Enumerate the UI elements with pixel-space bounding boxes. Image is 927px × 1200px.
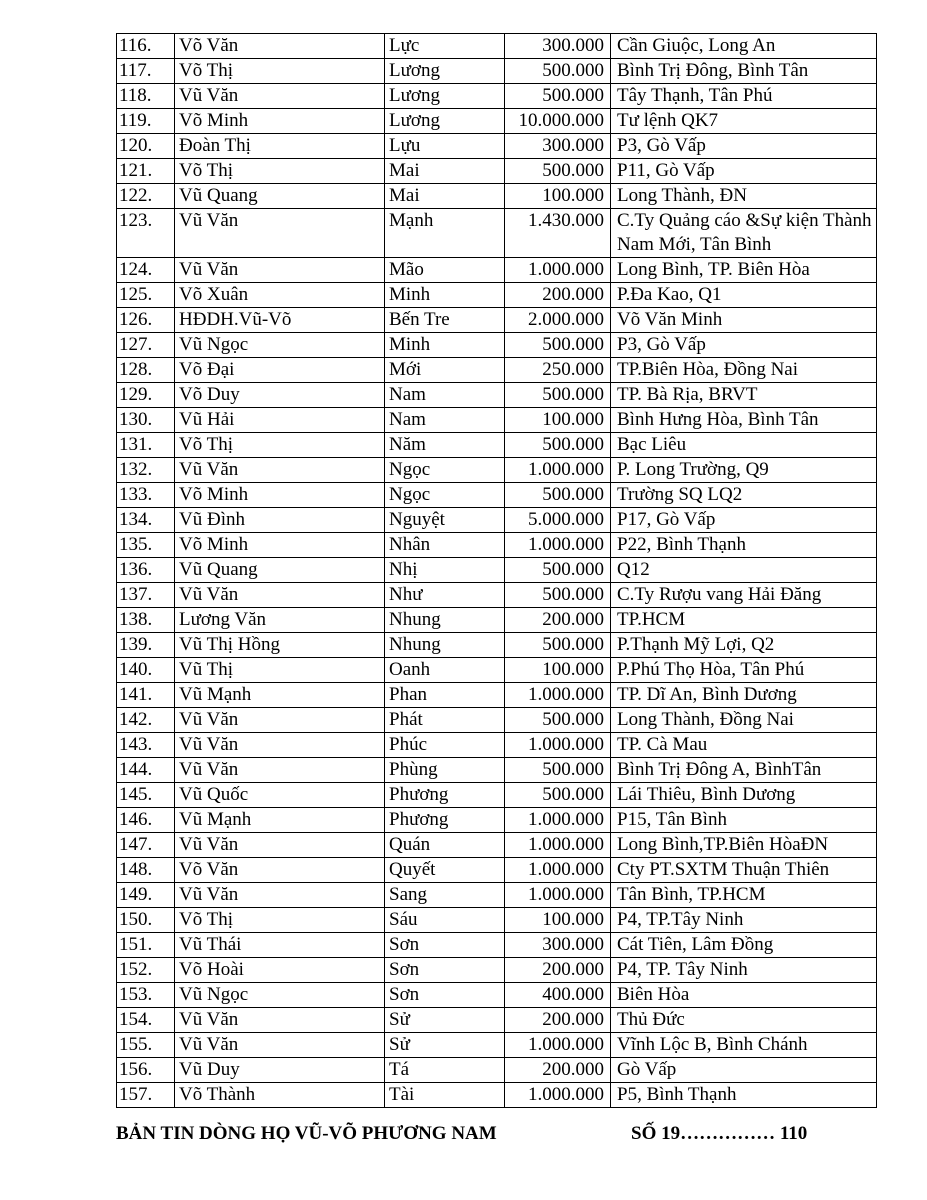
table-row bbox=[117, 283, 877, 308]
table-row bbox=[117, 134, 877, 159]
donation-amount: 250.000 bbox=[505, 358, 611, 383]
donation-amount: 500.000 bbox=[505, 433, 611, 458]
table-row bbox=[117, 1083, 877, 1108]
donation-amount: 300.000 bbox=[505, 34, 611, 59]
address: Long Bình,TP.Biên HòaĐN bbox=[611, 833, 877, 858]
donation-amount: 200.000 bbox=[505, 608, 611, 633]
surname-middle-name: Lương Văn bbox=[175, 608, 385, 633]
given-name: Nam bbox=[385, 408, 505, 433]
donation-amount: 5.000.000 bbox=[505, 508, 611, 533]
surname-middle-name: Võ Hoài bbox=[175, 958, 385, 983]
surname-middle-name: Vũ Ngọc bbox=[175, 333, 385, 358]
row-number: 130. bbox=[117, 408, 175, 433]
given-name: Lực bbox=[385, 34, 505, 59]
given-name: Ngọc bbox=[385, 458, 505, 483]
table-row bbox=[117, 758, 877, 783]
address: Cát Tiên, Lâm Đồng bbox=[611, 933, 877, 958]
table-row bbox=[117, 858, 877, 883]
donation-amount: 1.000.000 bbox=[505, 1083, 611, 1108]
surname-middle-name: Vũ Đình bbox=[175, 508, 385, 533]
surname-middle-name: Vũ Văn bbox=[175, 84, 385, 109]
page-footer bbox=[116, 1123, 876, 1149]
given-name: Phúc bbox=[385, 733, 505, 758]
given-name: Lương bbox=[385, 59, 505, 84]
row-number: 136. bbox=[117, 558, 175, 583]
table-row bbox=[117, 258, 877, 283]
address: Tư lệnh QK7 bbox=[611, 109, 877, 134]
table-row bbox=[117, 733, 877, 758]
donation-amount: 1.000.000 bbox=[505, 858, 611, 883]
row-number: 144. bbox=[117, 758, 175, 783]
address: Bình Trị Đông A, BìnhTân bbox=[611, 758, 877, 783]
table-row bbox=[117, 783, 877, 808]
address: P4, TP.Tây Ninh bbox=[611, 908, 877, 933]
donation-amount: 100.000 bbox=[505, 408, 611, 433]
surname-middle-name: Vũ Văn bbox=[175, 458, 385, 483]
given-name: Sơn bbox=[385, 983, 505, 1008]
row-number: 122. bbox=[117, 184, 175, 209]
given-name: Nhị bbox=[385, 558, 505, 583]
surname-middle-name: Vũ Văn bbox=[175, 1033, 385, 1058]
surname-middle-name: Võ Minh bbox=[175, 109, 385, 134]
donation-amount: 1.000.000 bbox=[505, 883, 611, 908]
donation-amount: 500.000 bbox=[505, 483, 611, 508]
row-number: 140. bbox=[117, 658, 175, 683]
address: Biên Hòa bbox=[611, 983, 877, 1008]
table-row bbox=[117, 383, 877, 408]
address: Long Thành, Đồng Nai bbox=[611, 708, 877, 733]
table-row bbox=[117, 109, 877, 134]
address: Gò Vấp bbox=[611, 1058, 877, 1083]
row-number: 156. bbox=[117, 1058, 175, 1083]
address: Võ Văn Minh bbox=[611, 308, 877, 333]
surname-middle-name: Vũ Văn bbox=[175, 708, 385, 733]
donation-amount: 100.000 bbox=[505, 908, 611, 933]
given-name: Tài bbox=[385, 1083, 505, 1108]
given-name: Sáu bbox=[385, 908, 505, 933]
surname-middle-name: Vũ Văn bbox=[175, 758, 385, 783]
row-number: 145. bbox=[117, 783, 175, 808]
row-number: 119. bbox=[117, 109, 175, 134]
address: P3, Gò Vấp bbox=[611, 134, 877, 159]
surname-middle-name: Vũ Mạnh bbox=[175, 683, 385, 708]
row-number: 153. bbox=[117, 983, 175, 1008]
donation-amount: 500.000 bbox=[505, 583, 611, 608]
donation-amount: 1.430.000 bbox=[505, 209, 611, 258]
table-row bbox=[117, 209, 877, 258]
row-number: 124. bbox=[117, 258, 175, 283]
table-row bbox=[117, 533, 877, 558]
donation-amount: 400.000 bbox=[505, 983, 611, 1008]
surname-middle-name: Vũ Thị bbox=[175, 658, 385, 683]
row-number: 117. bbox=[117, 59, 175, 84]
donation-amount: 1.000.000 bbox=[505, 458, 611, 483]
row-number: 126. bbox=[117, 308, 175, 333]
row-number: 142. bbox=[117, 708, 175, 733]
surname-middle-name: Võ Đại bbox=[175, 358, 385, 383]
row-number: 151. bbox=[117, 933, 175, 958]
address: P22, Bình Thạnh bbox=[611, 533, 877, 558]
table-row bbox=[117, 808, 877, 833]
given-name: Mão bbox=[385, 258, 505, 283]
donation-amount: 300.000 bbox=[505, 933, 611, 958]
address: P. Long Trường, Q9 bbox=[611, 458, 877, 483]
surname-middle-name: Vũ Ngọc bbox=[175, 983, 385, 1008]
table-row bbox=[117, 983, 877, 1008]
given-name: Quyết bbox=[385, 858, 505, 883]
address: P.Phú Thọ Hòa, Tân Phú bbox=[611, 658, 877, 683]
table-row bbox=[117, 608, 877, 633]
row-number: 125. bbox=[117, 283, 175, 308]
row-number: 123. bbox=[117, 209, 175, 258]
table-row bbox=[117, 958, 877, 983]
row-number: 134. bbox=[117, 508, 175, 533]
row-number: 118. bbox=[117, 84, 175, 109]
given-name: Sơn bbox=[385, 958, 505, 983]
address: Cty PT.SXTM Thuận Thiên bbox=[611, 858, 877, 883]
table-row bbox=[117, 708, 877, 733]
surname-middle-name: Vũ Quang bbox=[175, 184, 385, 209]
address: Long Bình, TP. Biên Hòa bbox=[611, 258, 877, 283]
row-number: 149. bbox=[117, 883, 175, 908]
surname-middle-name: Võ Xuân bbox=[175, 283, 385, 308]
row-number: 121. bbox=[117, 159, 175, 184]
issue-page-number: SỐ 19…………… 110 bbox=[631, 1123, 808, 1144]
surname-middle-name: Vũ Văn bbox=[175, 258, 385, 283]
surname-middle-name: Vũ Mạnh bbox=[175, 808, 385, 833]
row-number: 129. bbox=[117, 383, 175, 408]
surname-middle-name: Vũ Văn bbox=[175, 883, 385, 908]
donation-amount: 500.000 bbox=[505, 558, 611, 583]
table-row bbox=[117, 658, 877, 683]
given-name: Tá bbox=[385, 1058, 505, 1083]
donation-amount: 500.000 bbox=[505, 758, 611, 783]
surname-middle-name: Vũ Thị Hồng bbox=[175, 633, 385, 658]
surname-middle-name: Vũ Quang bbox=[175, 558, 385, 583]
table-row bbox=[117, 933, 877, 958]
surname-middle-name: Võ Thành bbox=[175, 1083, 385, 1108]
given-name: Như bbox=[385, 583, 505, 608]
row-number: 155. bbox=[117, 1033, 175, 1058]
donation-amount: 500.000 bbox=[505, 84, 611, 109]
donation-amount: 1.000.000 bbox=[505, 808, 611, 833]
row-number: 150. bbox=[117, 908, 175, 933]
table-row bbox=[117, 159, 877, 184]
surname-middle-name: Võ Minh bbox=[175, 533, 385, 558]
row-number: 135. bbox=[117, 533, 175, 558]
given-name: Phương bbox=[385, 783, 505, 808]
surname-middle-name: Vũ Quốc bbox=[175, 783, 385, 808]
address: Thủ Đức bbox=[611, 1008, 877, 1033]
surname-middle-name: Võ Thị bbox=[175, 59, 385, 84]
donation-amount: 100.000 bbox=[505, 658, 611, 683]
given-name: Lựu bbox=[385, 134, 505, 159]
address: Trường SQ LQ2 bbox=[611, 483, 877, 508]
surname-middle-name: Vũ Hải bbox=[175, 408, 385, 433]
donation-amount: 500.000 bbox=[505, 708, 611, 733]
donation-amount: 1.000.000 bbox=[505, 733, 611, 758]
given-name: Lương bbox=[385, 84, 505, 109]
row-number: 132. bbox=[117, 458, 175, 483]
address: Bình Hưng Hòa, Bình Tân bbox=[611, 408, 877, 433]
address: P.Thạnh Mỹ Lợi, Q2 bbox=[611, 633, 877, 658]
row-number: 133. bbox=[117, 483, 175, 508]
table-row bbox=[117, 84, 877, 109]
table-row bbox=[117, 34, 877, 59]
given-name: Mới bbox=[385, 358, 505, 383]
address: Cần Giuộc, Long An bbox=[611, 34, 877, 59]
given-name: Mai bbox=[385, 184, 505, 209]
surname-middle-name: Võ Thị bbox=[175, 908, 385, 933]
address: Bạc Liêu bbox=[611, 433, 877, 458]
row-number: 120. bbox=[117, 134, 175, 159]
address: P11, Gò Vấp bbox=[611, 159, 877, 184]
table-row bbox=[117, 458, 877, 483]
address: Vĩnh Lộc B, Bình Chánh bbox=[611, 1033, 877, 1058]
surname-middle-name: Vũ Duy bbox=[175, 1058, 385, 1083]
given-name: Minh bbox=[385, 333, 505, 358]
given-name: Phan bbox=[385, 683, 505, 708]
given-name: Mạnh bbox=[385, 209, 505, 258]
table-row bbox=[117, 408, 877, 433]
table-row bbox=[117, 1033, 877, 1058]
given-name: Nam bbox=[385, 383, 505, 408]
surname-middle-name: Võ Văn bbox=[175, 858, 385, 883]
row-number: 137. bbox=[117, 583, 175, 608]
table-row bbox=[117, 558, 877, 583]
donation-amount: 500.000 bbox=[505, 633, 611, 658]
given-name: Sang bbox=[385, 883, 505, 908]
row-number: 154. bbox=[117, 1008, 175, 1033]
given-name: Mai bbox=[385, 159, 505, 184]
row-number: 116. bbox=[117, 34, 175, 59]
donor-table-body bbox=[117, 34, 877, 1108]
given-name: Oanh bbox=[385, 658, 505, 683]
row-number: 152. bbox=[117, 958, 175, 983]
given-name: Năm bbox=[385, 433, 505, 458]
table-row bbox=[117, 833, 877, 858]
table-row bbox=[117, 308, 877, 333]
table-row bbox=[117, 1008, 877, 1033]
surname-middle-name: Võ Duy bbox=[175, 383, 385, 408]
address: C.Ty Rượu vang Hải Đăng bbox=[611, 583, 877, 608]
donation-amount: 1.000.000 bbox=[505, 258, 611, 283]
address: P.Đa Kao, Q1 bbox=[611, 283, 877, 308]
address: TP.Biên Hòa, Đồng Nai bbox=[611, 358, 877, 383]
row-number: 141. bbox=[117, 683, 175, 708]
given-name: Nguyệt bbox=[385, 508, 505, 533]
row-number: 147. bbox=[117, 833, 175, 858]
address: P3, Gò Vấp bbox=[611, 333, 877, 358]
table-row bbox=[117, 1058, 877, 1083]
donation-amount: 500.000 bbox=[505, 383, 611, 408]
address: P5, Bình Thạnh bbox=[611, 1083, 877, 1108]
table-row bbox=[117, 59, 877, 84]
table-row bbox=[117, 184, 877, 209]
row-number: 139. bbox=[117, 633, 175, 658]
row-number: 138. bbox=[117, 608, 175, 633]
address: P4, TP. Tây Ninh bbox=[611, 958, 877, 983]
donation-amount: 1.000.000 bbox=[505, 533, 611, 558]
given-name: Phát bbox=[385, 708, 505, 733]
surname-middle-name: Vũ Văn bbox=[175, 583, 385, 608]
address: TP.HCM bbox=[611, 608, 877, 633]
donation-amount: 500.000 bbox=[505, 59, 611, 84]
donation-amount: 1.000.000 bbox=[505, 683, 611, 708]
table-row bbox=[117, 683, 877, 708]
given-name: Ngọc bbox=[385, 483, 505, 508]
donation-amount: 500.000 bbox=[505, 159, 611, 184]
row-number: 131. bbox=[117, 433, 175, 458]
address: P17, Gò Vấp bbox=[611, 508, 877, 533]
row-number: 157. bbox=[117, 1083, 175, 1108]
table-row bbox=[117, 333, 877, 358]
table-row bbox=[117, 508, 877, 533]
table-row bbox=[117, 908, 877, 933]
table-row bbox=[117, 358, 877, 383]
donation-amount: 200.000 bbox=[505, 283, 611, 308]
donation-amount: 100.000 bbox=[505, 184, 611, 209]
given-name: Nhung bbox=[385, 608, 505, 633]
table-row bbox=[117, 633, 877, 658]
address: Bình Trị Đông, Bình Tân bbox=[611, 59, 877, 84]
donation-amount: 1.000.000 bbox=[505, 1033, 611, 1058]
row-number: 148. bbox=[117, 858, 175, 883]
surname-middle-name: Vũ Văn bbox=[175, 833, 385, 858]
address: Q12 bbox=[611, 558, 877, 583]
donation-amount: 1.000.000 bbox=[505, 833, 611, 858]
address: TP. Bà Rịa, BRVT bbox=[611, 383, 877, 408]
given-name: Quán bbox=[385, 833, 505, 858]
table-row bbox=[117, 583, 877, 608]
surname-middle-name: Võ Thị bbox=[175, 159, 385, 184]
donation-amount: 2.000.000 bbox=[505, 308, 611, 333]
donation-amount: 500.000 bbox=[505, 333, 611, 358]
donation-amount: 500.000 bbox=[505, 783, 611, 808]
given-name: Sử bbox=[385, 1008, 505, 1033]
surname-middle-name: Vũ Văn bbox=[175, 1008, 385, 1033]
surname-middle-name: Vũ Văn bbox=[175, 733, 385, 758]
address: Tân Bình, TP.HCM bbox=[611, 883, 877, 908]
address: Lái Thiêu, Bình Dương bbox=[611, 783, 877, 808]
surname-middle-name: HĐDH.Vũ-Võ bbox=[175, 308, 385, 333]
given-name: Phương bbox=[385, 808, 505, 833]
surname-middle-name: Võ Thị bbox=[175, 433, 385, 458]
address: P15, Tân Bình bbox=[611, 808, 877, 833]
given-name: Sử bbox=[385, 1033, 505, 1058]
donation-amount: 200.000 bbox=[505, 1008, 611, 1033]
donation-amount: 300.000 bbox=[505, 134, 611, 159]
donation-amount: 200.000 bbox=[505, 958, 611, 983]
bulletin-title: BẢN TIN DÒNG HỌ VŨ-VÕ PHƯƠNG NAM bbox=[116, 1123, 497, 1144]
address: TP. Cà Mau bbox=[611, 733, 877, 758]
given-name: Nhung bbox=[385, 633, 505, 658]
given-name: Minh bbox=[385, 283, 505, 308]
donation-amount: 200.000 bbox=[505, 1058, 611, 1083]
address: TP. Dĩ An, Bình Dương bbox=[611, 683, 877, 708]
surname-middle-name: Võ Minh bbox=[175, 483, 385, 508]
given-name: Bến Tre bbox=[385, 308, 505, 333]
given-name: Nhân bbox=[385, 533, 505, 558]
surname-middle-name: Vũ Thái bbox=[175, 933, 385, 958]
address: Tây Thạnh, Tân Phú bbox=[611, 84, 877, 109]
donation-amount: 10.000.000 bbox=[505, 109, 611, 134]
table-row bbox=[117, 483, 877, 508]
surname-middle-name: Đoàn Thị bbox=[175, 134, 385, 159]
given-name: Lương bbox=[385, 109, 505, 134]
row-number: 127. bbox=[117, 333, 175, 358]
address: Long Thành, ĐN bbox=[611, 184, 877, 209]
table-row bbox=[117, 433, 877, 458]
address: C.Ty Quảng cáo &Sự kiện Thành Nam Mới, Tân Bình bbox=[611, 209, 877, 258]
donor-table bbox=[116, 33, 877, 1108]
surname-middle-name: Võ Văn bbox=[175, 34, 385, 59]
row-number: 146. bbox=[117, 808, 175, 833]
surname-middle-name: Vũ Văn bbox=[175, 209, 385, 258]
given-name: Phùng bbox=[385, 758, 505, 783]
given-name: Sơn bbox=[385, 933, 505, 958]
row-number: 143. bbox=[117, 733, 175, 758]
table-row bbox=[117, 883, 877, 908]
row-number: 128. bbox=[117, 358, 175, 383]
